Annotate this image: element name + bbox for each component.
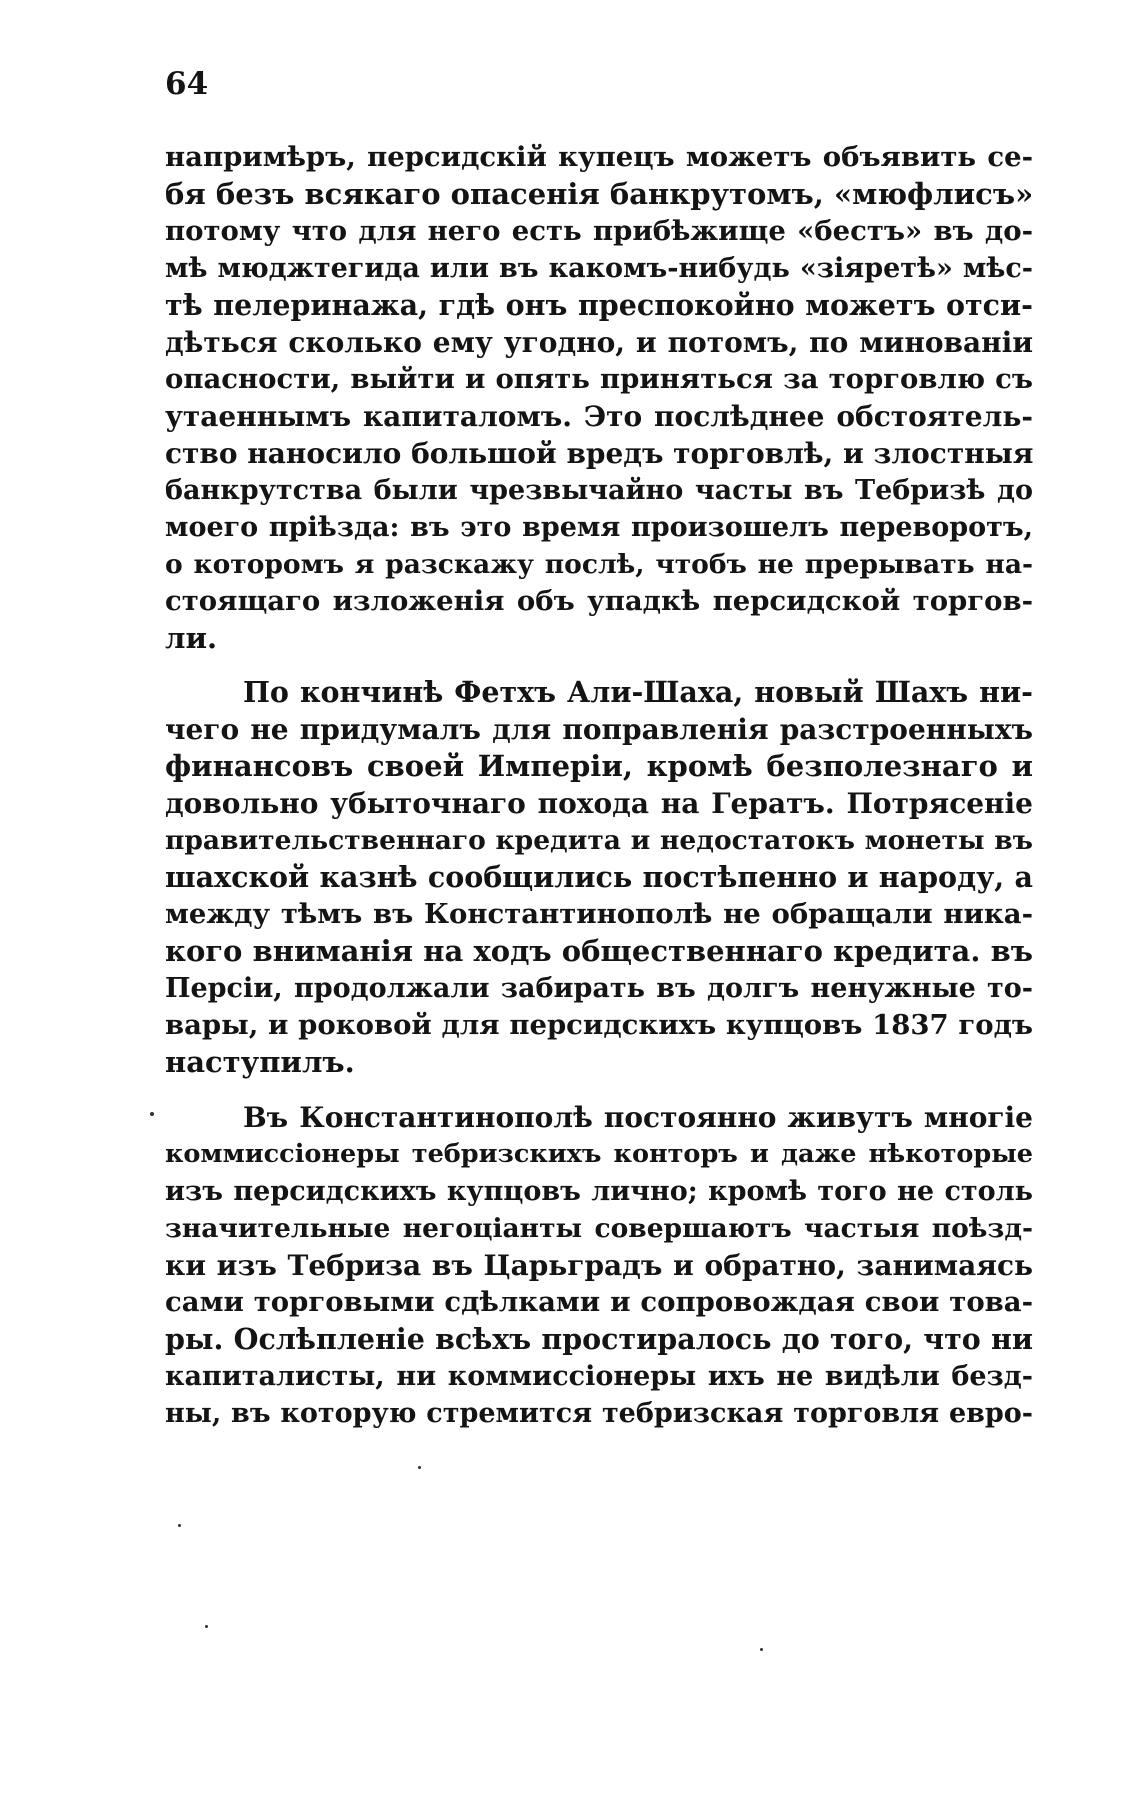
print-speck — [205, 1625, 208, 1628]
text-line: тѣ пелеринажа, гдѣ онъ преспокойно можетъ отси- — [165, 288, 1033, 322]
text-line: сами торговыми сдѣлками и сопровождая свои това- — [165, 1286, 1033, 1318]
text-line: ство наносило большой вредъ торговлѣ, и злостныя — [165, 437, 1034, 470]
paragraph-1 — [165, 139, 1033, 657]
text-line: дѣться сколько ему угодно, и потомъ, по миновaніи — [165, 326, 1033, 359]
text-line: между тѣмъ въ Константинополѣ не обращали никa- — [165, 898, 1033, 930]
text-line: банкрутства были чрезвычайно часты въ Тебризѣ до — [165, 475, 1033, 506]
print-speck — [150, 1112, 154, 1116]
text-line: мѣ мюджтегида или въ какомъ-нибудь «зіяретѣ» мѣс- — [165, 253, 1033, 284]
text-line: моего пріѣзда: въ это время произошелъ переворотъ, — [165, 512, 1033, 543]
text-line: коммиссіонеры тебризскихъ конторъ и даже нѣкоторые — [165, 1139, 1033, 1169]
text-line: вары, и роковой для персидскихъ купцовъ 1837 годъ — [165, 1009, 1033, 1041]
text-line: потому что для него есть прибѣжище «бестъ» въ до- — [165, 215, 1033, 247]
text-line: опасности, выйти и опять приняться за торговлю съ — [165, 363, 1033, 395]
paragraph-2 — [165, 674, 1033, 1081]
text-line: утаеннымъ капиталомъ. Это послѣднее обстоятель- — [165, 400, 1033, 433]
text-line: кого вниманія на ходъ общественнаго кредита. въ — [165, 934, 1033, 968]
print-speck — [760, 1648, 763, 1651]
text-line: стоящаго изложенія объ упадкѣ персидской торгов- — [165, 585, 1033, 617]
text-line: правительственнаго кредита и недостатокъ монеты въ — [165, 825, 1033, 856]
text-line: капиталисты, ни коммиссіонеры ихъ не видѣли безд- — [165, 1361, 1033, 1392]
text-line: финансовъ своей Имперіи, кромѣ безполезнаго и — [165, 749, 1033, 783]
text-line: По кончинѣ Фетхъ Али-Шаха, новый Шахъ ни- — [243, 675, 1033, 709]
text-line: напримѣръ, персидскій купецъ можетъ объявить се- — [165, 141, 1033, 173]
text-line: ры. Ослѣпленіе всѣхъ простиралось до того, что ни — [165, 1322, 1033, 1356]
paragraph-3 — [165, 1099, 1033, 1432]
text-line: ки изъ Тебриза въ Царьградъ и обратно, занимаясь — [165, 1249, 1033, 1282]
print-speck — [178, 1524, 181, 1527]
text-line: чего не придумалъ для поправленія разстроенныхъ — [165, 713, 1033, 746]
text-line: ли. — [165, 621, 218, 655]
text-line: бя безъ всякаго опасенія банкрутомъ, «мюфлисъ» — [165, 177, 1034, 211]
text-line: наступилъ. — [165, 1045, 355, 1079]
text-line: ны, въ которую стремится тебризская торговля евро- — [165, 1398, 1033, 1429]
text-line: Въ Константинополѣ постоянно живутъ многіе — [243, 1101, 1033, 1134]
text-line: Персіи, продолжали забирать въ долгъ ненужные то- — [165, 973, 1033, 1004]
text-line: о которомъ я разскажу послѣ, чтобъ не прерывать на- — [165, 549, 1033, 580]
text-line: изъ персидскихъ купцовъ лично; кромѣ того не столь — [165, 1176, 1033, 1207]
page-number: 64 — [165, 66, 209, 102]
text-line: шахской казнѣ сообщились постѣпенно и народу, а — [165, 860, 1033, 894]
print-speck — [418, 1466, 421, 1469]
text-line: значительные негоціанты совершаютъ частыя поѣзд- — [165, 1213, 1033, 1244]
text-line: довольно убыточнаго похода на Гератъ. Потрясеніе — [165, 787, 1033, 820]
